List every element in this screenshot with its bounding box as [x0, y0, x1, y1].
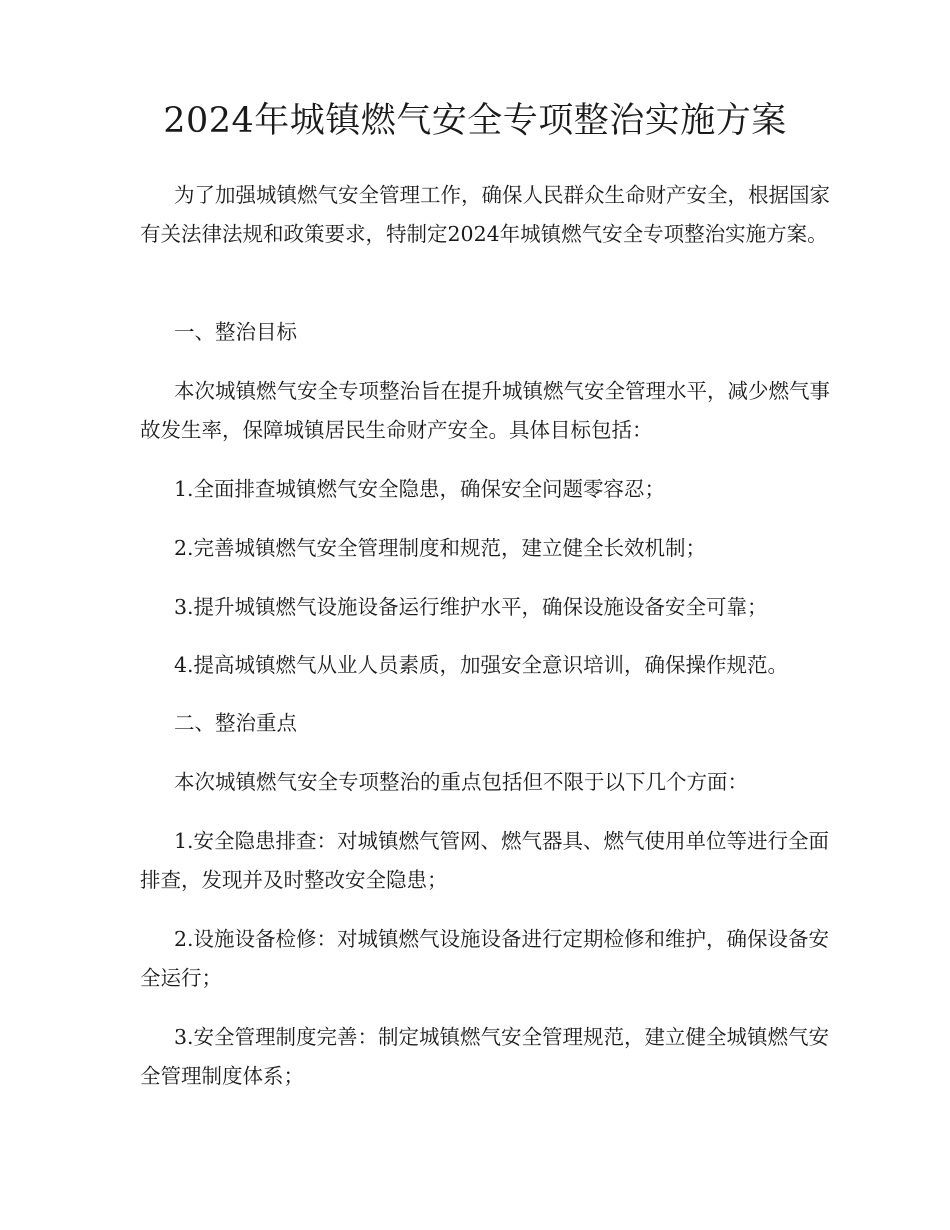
- goal-item-2: 2.完善城镇燃气安全管理制度和规范，建立健全长效机制；: [174, 536, 707, 560]
- focus-item-2: 2.设施设备检修：对城镇燃气设施设备进行定期检修和维护，确保设备安全运行；: [140, 927, 830, 990]
- section-heading-focus: 二、整治重点: [174, 711, 297, 735]
- goals-paragraph: 本次城镇燃气安全专项整治旨在提升城镇燃气安全管理水平，减少燃气事故发生率，保障城镇居民生命财产安全。具体目标包括：: [140, 379, 830, 442]
- section-heading-goals: 一、整治目标: [174, 320, 297, 344]
- goal-item-4: 4.提高城镇燃气从业人员素质，加强安全意识培训，确保操作规范。: [174, 653, 789, 677]
- goal-item-1: 1.全面排查城镇燃气安全隐患，确保安全问题零容忍；: [174, 477, 666, 501]
- goal-item-3: 3.提升城镇燃气设施设备运行维护水平，确保设施设备安全可靠；: [174, 595, 768, 619]
- intro-paragraph: 为了加强城镇燃气安全管理工作，确保人民群众生命财产安全，根据国家有关法律法规和政策要求，特制定2024年城镇燃气安全专项整治实施方案。: [140, 183, 830, 246]
- focus-item-1: 1.安全隐患排查：对城镇燃气管网、燃气器具、燃气使用单位等进行全面排查，发现并及时整改安全隐患；: [140, 829, 830, 892]
- document-title: 2024年城镇燃气安全专项整治实施方案: [163, 101, 787, 141]
- focus-item-3: 3.安全管理制度完善：制定城镇燃气安全管理规范，建立健全城镇燃气安全管理制度体系；: [140, 1025, 830, 1088]
- focus-paragraph: 本次城镇燃气安全专项整治的重点包括但不限于以下几个方面：: [174, 770, 748, 794]
